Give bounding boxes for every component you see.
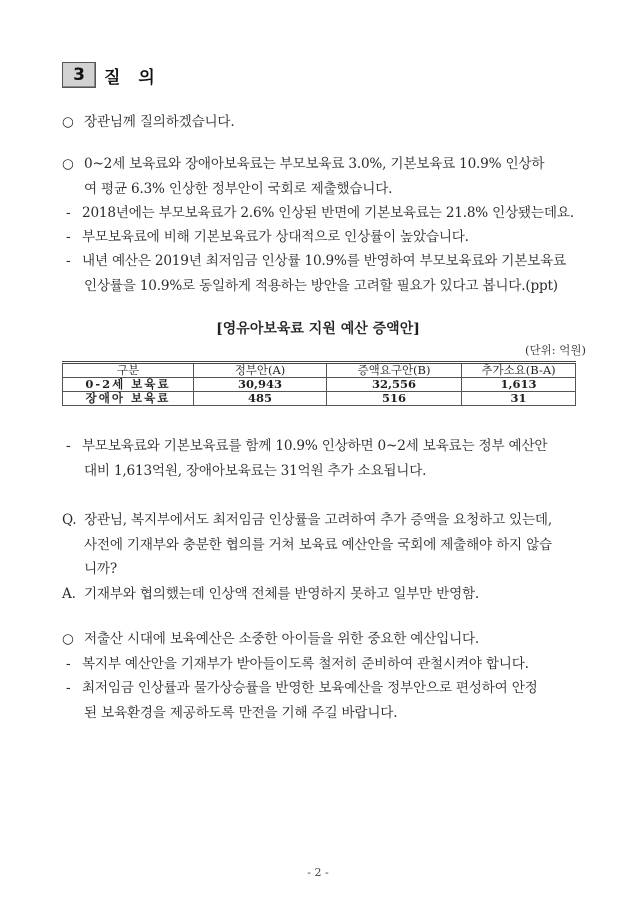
paragraph-continuation	[84, 459, 426, 479]
table-row	[63, 378, 576, 392]
budget-table	[62, 361, 576, 406]
paragraph-text: 된 보육환경을 제공하도록 만전을 기해 주길 바랍니다.	[84, 705, 398, 721]
paragraph-low-birth-rate	[62, 627, 479, 647]
dash-bullet-icon: -	[66, 205, 71, 221]
paragraph-next-year-budget	[66, 249, 566, 269]
paragraph-text: 부모보육료에 비해 기본보육료가 상대적으로 인상률이 높았습니다.	[82, 229, 469, 245]
question-marker: Q.	[62, 512, 77, 528]
table-cell: 516	[327, 392, 462, 406]
paragraph-stable-environment	[66, 676, 538, 696]
section-number-box: 3	[62, 62, 96, 88]
table-cell: 장애아 보육료	[63, 392, 194, 406]
table-cell: 1,613	[462, 378, 576, 392]
column-header: 구분	[63, 363, 194, 378]
question-paragraph	[62, 508, 552, 528]
paragraph-text: 내년 예산은 2019년 최저임금 인상률 10.9%를 반영하여 부모보육료와 기본보육료	[82, 253, 566, 269]
paragraph-text: 2018년에는 부모보육료가 2.6% 인상된 반면에 기본보육료는 21.8% 인상됐는데요.	[82, 205, 574, 221]
paragraph-text: 여 평균 6.3% 인상한 정부안이 국회로 제출했습니다.	[84, 181, 393, 197]
dash-bullet-icon: -	[66, 438, 71, 454]
table-title: [영유아보육료 지원 예산 증액안]	[216, 321, 420, 337]
paragraph-text: 장관님께 질의하겠습니다.	[84, 114, 235, 130]
column-header: 증액요구안(B)	[327, 363, 462, 378]
paragraph-text: 부모보육료와 기본보육료를 함께 10.9% 인상하면 0~2세 보육료는 정부 예산안	[82, 438, 548, 454]
dash-bullet-icon: -	[66, 253, 71, 269]
dash-bullet-icon: -	[66, 656, 71, 672]
page-number: - 2 -	[307, 866, 329, 879]
column-header: 추가소요(B-A)	[462, 363, 576, 378]
paragraph-text: 최저임금 인상률과 물가상승률을 반영한 보육예산을 정부안으로 편성하여 안정	[82, 680, 538, 696]
paragraph-text: 저출산 시대에 보육예산은 소중한 아이들을 위한 중요한 예산입니다.	[84, 631, 480, 647]
paragraph-continuation	[84, 177, 392, 197]
table-cell: 0-2세 보육료	[63, 378, 194, 392]
circle-bullet-icon: ○	[62, 631, 74, 647]
paragraph-text: 대비 1,613억원, 장애아보육료는 31억원 추가 소요됩니다.	[84, 463, 427, 479]
table-cell: 30,943	[194, 378, 327, 392]
circle-bullet-icon: ○	[62, 114, 74, 130]
paragraph-intro	[62, 110, 235, 130]
circle-bullet-icon: ○	[62, 156, 74, 172]
table-cell: 32,556	[327, 378, 462, 392]
table-header-row	[63, 363, 576, 378]
paragraph-text: 0~2세 보육료와 장애아보육료는 부모보육료 3.0%, 기본보육료 10.9% 인상하	[84, 156, 545, 172]
section-heading	[62, 62, 161, 88]
column-header: 정부안(A)	[194, 363, 327, 378]
paragraph-budget-proposal	[62, 152, 544, 172]
dash-bullet-icon: -	[66, 229, 71, 245]
answer-marker: A.	[62, 586, 76, 602]
table-cell: 485	[194, 392, 327, 406]
paragraph-text: 기재부와 협의했는데 인상액 전체를 반영하지 못하고 일부만 반영함.	[84, 586, 480, 602]
paragraph-prepare-budget	[66, 652, 529, 672]
paragraph-relative-rate	[66, 225, 469, 245]
table-unit: (단위: 억원)	[525, 343, 586, 357]
paragraph-2018-rates	[66, 201, 574, 221]
paragraph-text: 니까?	[84, 561, 117, 577]
paragraph-continuation	[84, 557, 117, 577]
table-cell: 31	[462, 392, 576, 406]
answer-paragraph	[62, 582, 479, 602]
paragraph-text: 장관님, 복지부에서도 최저임금 인상률을 고려하여 추가 증액을 요청하고 있는데,	[84, 512, 552, 528]
paragraph-continuation	[84, 274, 558, 294]
section-title: 질 의	[104, 67, 161, 88]
dash-bullet-icon: -	[66, 680, 71, 696]
paragraph-continuation	[84, 701, 397, 721]
paragraph-text: 복지부 예산안을 기재부가 받아들이도록 철저히 준비하여 관철시켜야 합니다.	[82, 656, 529, 672]
table-row	[63, 392, 576, 406]
paragraph-text: 사전에 기재부와 충분한 협의를 거쳐 보육료 예산안을 국회에 제출해야 하지 않습	[84, 537, 552, 553]
paragraph-additional-cost	[66, 434, 547, 454]
paragraph-text: 인상률을 10.9%로 동일하게 적용하는 방안을 고려할 필요가 있다고 봅니다.(ppt)	[84, 278, 558, 294]
paragraph-continuation	[84, 533, 552, 553]
